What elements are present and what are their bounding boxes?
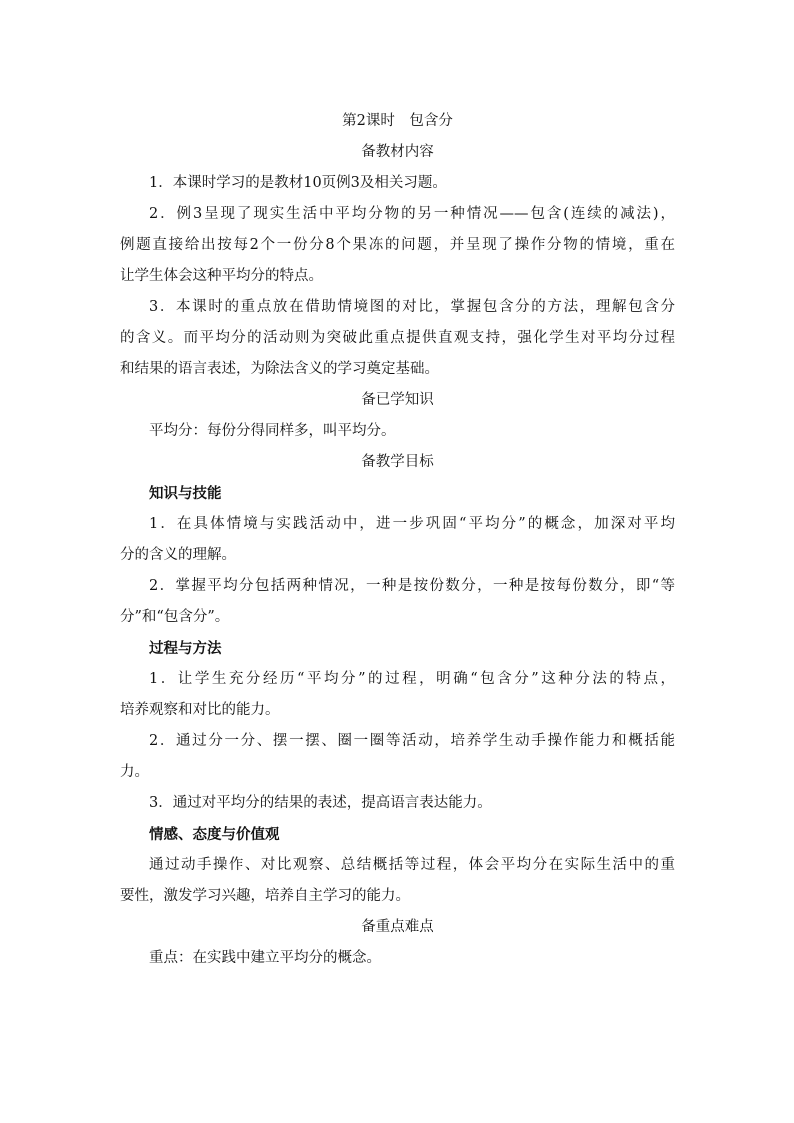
heading-materials: 备教材内容 — [361, 144, 434, 160]
paragraph-line: 分”和“包含分”。 — [120, 609, 230, 625]
subheading-knowledge: 知识与技能 — [149, 485, 222, 502]
paragraph-line: 平均分：每份分得同样多，叫平均分。 — [149, 423, 396, 439]
paragraph-line: 重点：在实践中建立平均分的概念。 — [149, 950, 381, 966]
document-page — [120, 106, 675, 974]
heading-keypoints: 备重点难点 — [361, 919, 434, 935]
heading-prior-knowledge: 备已学知识 — [361, 392, 434, 408]
paragraph-line: 1．让学生充分经历“平均分”的过程，明确“包含分”这种分法的特点， — [149, 671, 675, 687]
paragraph-line: 培养观察和对比的能力。 — [120, 702, 280, 718]
paragraph-line: 1．在具体情境与实践活动中，进一步巩固“平均分”的概念，加深对平均 — [149, 516, 675, 532]
paragraph-line: 通过动手操作、对比观察、总结概括等过程，体会平均分在实际生活中的重 — [149, 857, 675, 873]
subheading-emotion: 情感、态度与价值观 — [149, 826, 280, 843]
paragraph-line: 分的含义的理解。 — [120, 547, 236, 563]
paragraph-line: 让学生体会这种平均分的特点。 — [120, 268, 323, 284]
paragraph-line: 和结果的语言表述，为除法含义的学习奠定基础。 — [120, 361, 439, 377]
paragraph-line: 的含义。而平均分的活动则为突破此重点提供直观支持，强化学生对平均分过程 — [120, 330, 675, 346]
paragraph-line: 要性，激发学习兴趣，培养自主学习的能力。 — [120, 888, 410, 904]
paragraph-line: 3．通过对平均分的结果的表述，提高语言表达能力。 — [149, 795, 492, 811]
paragraph-line: 2．例3呈现了现实生活中平均分物的另一种情况——包含(连续的减法)， — [149, 206, 675, 222]
paragraph-line: 2．通过分一分、摆一摆、圈一圈等活动，培养学生动手操作能力和概括能 — [149, 733, 675, 749]
paragraph-line: 3．本课时的重点放在借助情境图的对比，掌握包含分的方法，理解包含分 — [149, 299, 675, 315]
paragraph-line: 例题直接给出按每2个一份分8个果冻的问题，并呈现了操作分物的情境，重在 — [120, 237, 675, 253]
heading-goals: 备教学目标 — [361, 454, 434, 470]
paragraph-line: 力。 — [120, 764, 149, 780]
lesson-title: 第2课时 包含分 — [342, 113, 453, 129]
paragraph-line: 1．本课时学习的是教材10页例3及相关习题。 — [149, 175, 447, 191]
paragraph-line: 2．掌握平均分包括两种情况，一种是按份数分，一种是按每份数分，即“等 — [149, 578, 675, 594]
subheading-process: 过程与方法 — [149, 640, 222, 657]
